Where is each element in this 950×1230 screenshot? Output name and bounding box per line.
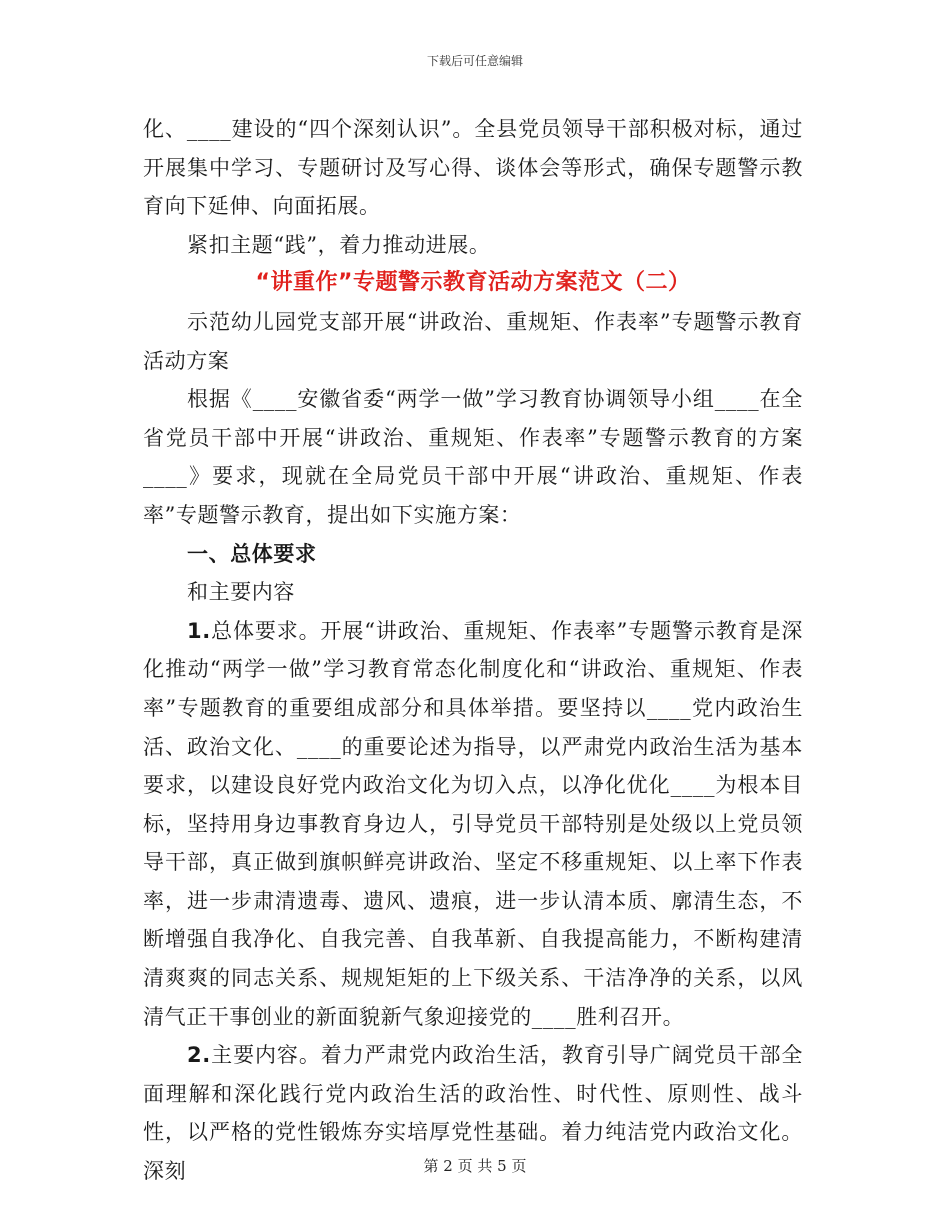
document-title: “讲重作”专题警示教育活动方案范文（二） [255, 270, 691, 296]
page-footer-number: 第 2 页 共 5 页 [423, 1157, 527, 1175]
item-1-text: 总体要求。开展“讲政治、重规矩、作表率”专题警示教育是深化推动“两学一做”学习教育常态化制度化和“讲政治、重规矩、作表率”专题教育的重要组成部分和具体举措。要坚持以____党内政治生活、政治文化、____的重要论述为指导，以严肃党内政治生活为基本要求，以建设良好党内政治文化为切入点，以净化优化____为根本目标，坚持用身边事教育身边人，引导党员干部特别是处级以上党员领导干部，真正做到旗帜鲜亮讲政治、坚定不移重规矩、以上率下作表率，进一步肃清遗毒、遗风、遗痕，进一步认清本质、廓清生态，不断增强自我净化、自我完善、自我革新、自我提高能力，不断构建清清爽爽的同志关系、规规矩矩的上下级关系、干洁净净的关系，以风清气正干事创业的新面貌新气象迎接党的____胜利召开。 [143, 618, 803, 1029]
document-body [143, 110, 803, 1191]
paragraph-basis: 根据《____安徽省委“两学一做”学习教育协调领导小组____在全省党员干部中开展“讲政治、重规矩、作表率”专题警示教育的方案____》要求，现就在全局党员干部中开展“讲政治、重规矩、作表率”专题警示教育，提出如下实施方案： [143, 387, 803, 527]
paragraph-practice: 紧扣主题“践”，着力推动进展。 [187, 232, 491, 257]
page-header-note: 下载后可任意编辑 [426, 54, 523, 68]
section-heading-general: 一、总体要求 [187, 541, 317, 566]
paragraph-main-content: 和主要内容 [187, 580, 295, 605]
paragraph-continuation: 化、____建设的“四个深刻认识”。全县党员领导干部积极对标，通过开展集中学习、专题研讨及写心得、谈体会等形式，确保专题警示教育向下延伸、向面拓展。 [143, 117, 803, 219]
paragraph-subtitle: 示范幼儿园党支部开展“讲政治、重规矩、作表率”专题警示教育活动方案 [143, 309, 803, 373]
paragraph-item-1 [143, 612, 803, 1037]
item-1-number: 1. [187, 618, 211, 643]
item-2-number: 2. [187, 1043, 211, 1068]
item-2-text: 主要内容。着力严肃党内政治生活，教育引导广阔党员干部全面理解和深化践行党内政治生活的政治性、时代性、原则性、战斗性，以严格的党性锻炼夯实培厚党性基础。着力纯洁党内政治文化。深刻 [143, 1043, 803, 1184]
